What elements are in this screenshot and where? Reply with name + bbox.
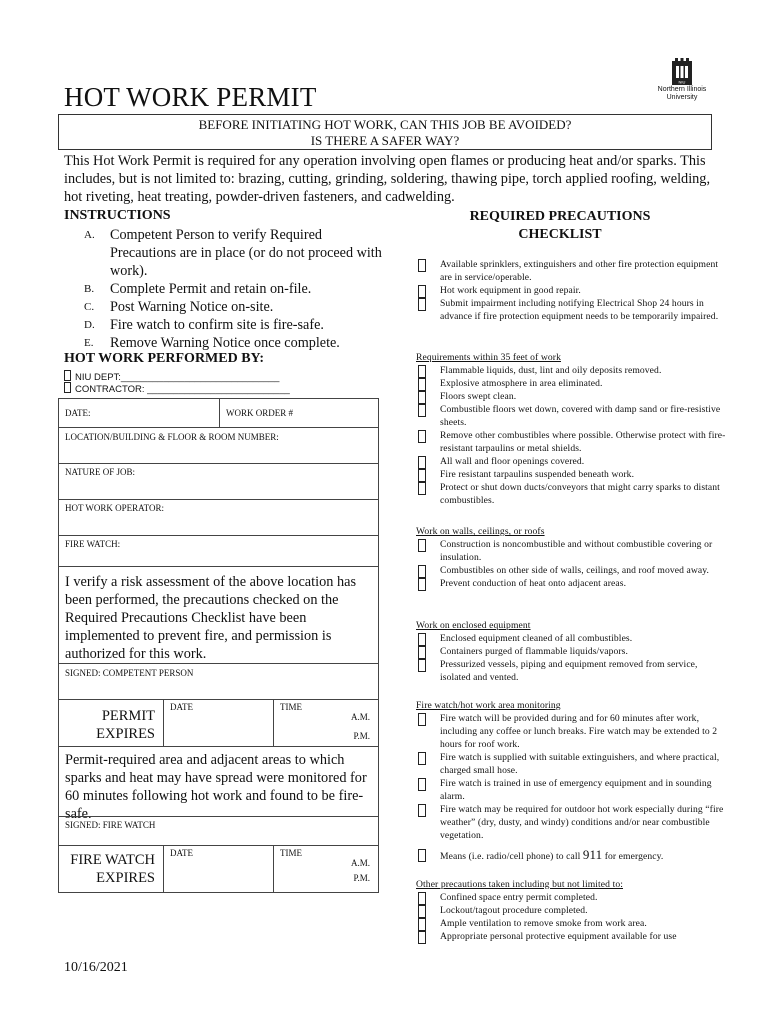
firewatch-statement: Permit-required area and adjacent areas to which sparks and heat may have spread were monitored for 60 minutes following hot work and found to be fire-safe. xyxy=(58,746,379,817)
checklist-item[interactable]: Confined space entry permit completed. xyxy=(416,891,726,904)
niu-seal-icon xyxy=(671,58,693,86)
checklist-item[interactable]: Fire watch may be required for outdoor hot work especially during “fire weather” (dry, dusty, and windy) conditions and/or near combustible vegetation. xyxy=(416,803,726,842)
niu-dept-checkbox[interactable] xyxy=(64,370,71,381)
signed-competent-field[interactable]: SIGNED: COMPETENT PERSON xyxy=(58,663,379,700)
checkbox[interactable] xyxy=(418,404,426,417)
precautions-section-firewatch xyxy=(416,699,726,863)
checklist-item[interactable]: Enclosed equipment cleaned of all combustibles. xyxy=(416,632,726,645)
checklist-item[interactable]: Fire resistant tarpaulins suspended beneath work. xyxy=(416,468,726,481)
checkbox[interactable] xyxy=(418,778,426,791)
checklist-item[interactable]: Lockout/tagout procedure completed. xyxy=(416,904,726,917)
instruction-item: C. Post Warning Notice on-site. xyxy=(84,299,274,315)
performed-by-heading: HOT WORK PERFORMED BY: xyxy=(64,351,265,366)
checklist-item[interactable]: Prevent conduction of heat onto adjacent areas. xyxy=(416,577,726,590)
precautions-section-35ft xyxy=(416,351,726,507)
instructions-heading: INSTRUCTIONS xyxy=(64,208,171,223)
precautions-section-enclosed xyxy=(416,619,726,684)
section-title: Other precautions taken including but not limited to: xyxy=(416,879,623,890)
svg-text:NIU: NIU xyxy=(678,79,686,85)
emergency-number: 911 xyxy=(582,847,603,862)
checklist-item[interactable]: Flammable liquids, dust, lint and oily deposits removed. xyxy=(416,364,726,377)
checklist-item[interactable]: Appropriate personal protective equipment available for use xyxy=(416,930,726,943)
footer-date: 10/16/2021 xyxy=(64,960,128,975)
permit-expires-label: PERMIT EXPIRES xyxy=(59,700,164,746)
date-workorder-row xyxy=(58,398,379,428)
page-title: HOT WORK PERMIT xyxy=(64,82,317,112)
checkbox[interactable] xyxy=(418,659,426,672)
precautions-general xyxy=(416,258,726,323)
contractor-checkbox[interactable] xyxy=(64,382,71,393)
checkbox[interactable] xyxy=(418,713,426,726)
signed-firewatch-field[interactable]: SIGNED: FIRE WATCH xyxy=(58,816,379,846)
precautions-section-walls xyxy=(416,525,726,590)
checkbox[interactable] xyxy=(418,849,426,862)
precautions-section-other xyxy=(416,878,726,943)
work-order-field[interactable]: WORK ORDER # xyxy=(226,408,293,418)
checkbox[interactable] xyxy=(418,482,426,495)
firewatch-expires-row xyxy=(58,845,379,893)
permit-expires-row xyxy=(58,699,379,747)
checklist-item[interactable]: Containers purged of flammable liquids/vapors. xyxy=(416,645,726,658)
section-title: Fire watch/hot work area monitoring xyxy=(416,700,561,711)
checklist-item[interactable]: Submit impairment including notifying Electrical Shop 24 hours in advance if fire protection equipment needs to be temporarily impaired. xyxy=(416,297,726,323)
checklist-item[interactable]: Protect or shut down ducts/conveyors that might carry sparks to distant combustibles. xyxy=(416,481,726,507)
checkbox[interactable] xyxy=(418,931,426,944)
instructions-list xyxy=(84,226,384,352)
section-title: Work on enclosed equipment xyxy=(416,620,531,631)
checklist-item[interactable]: All wall and floor openings covered. xyxy=(416,455,726,468)
checkbox[interactable] xyxy=(418,578,426,591)
fire-watch-field[interactable]: FIRE WATCH: xyxy=(58,535,379,567)
checkbox[interactable] xyxy=(418,298,426,311)
checklist-item[interactable]: Fire watch is trained in use of emergency equipment and in sounding alarm. xyxy=(416,777,726,803)
precautions-heading: REQUIRED PRECAUTIONS CHECKLIST xyxy=(469,209,651,242)
checkbox[interactable] xyxy=(418,259,426,272)
instruction-item: A. Competent Person to verify Required Precautions are in place (or do not proceed with work). xyxy=(84,227,382,279)
logo-line2: University xyxy=(666,94,698,101)
checklist-item[interactable]: Hot work equipment in good repair. xyxy=(416,284,726,297)
verify-statement: I verify a risk assessment of the above location has been performed, the precautions checked on the Required Precautions Checklist have been implemented to prevent fire, and permission is authorized for this work. xyxy=(58,566,379,664)
firewatch-expires-time-field[interactable]: TIME A.M. P.M. xyxy=(280,848,370,883)
checkbox[interactable] xyxy=(418,752,426,765)
niu-dept-option[interactable]: NIU DEPT:______________________________ xyxy=(64,370,279,383)
permit-expires-time-field[interactable]: TIME A.M. P.M. xyxy=(280,702,370,741)
checklist-item[interactable]: Combustibles on other side of walls, ceilings, and roof moved away. xyxy=(416,564,726,577)
checklist-item[interactable]: Pressurized vessels, piping and equipment removed from service, isolated and vented. xyxy=(416,658,726,684)
checklist-item[interactable]: Fire watch is supplied with suitable extinguishers, and where practical, charged small hose. xyxy=(416,751,726,777)
section-title: Work on walls, ceilings, or roofs xyxy=(416,526,545,537)
intro-paragraph: This Hot Work Permit is required for any operation involving open flames or producing heat and/or sparks. This includes, but is not limited to: brazing, cutting, grinding, soldering, thawing pipe, torch applied roofing, welding, hot riveting, heat treating, powder-driven fasteners, and cadwelding. xyxy=(64,153,711,205)
avoid-question-box xyxy=(58,114,712,150)
section-title: Requirements within 35 feet of work xyxy=(416,352,561,363)
checkbox[interactable] xyxy=(418,539,426,552)
avoid-line2: IS THERE A SAFER WAY? xyxy=(310,133,460,148)
instruction-item: E. Remove Warning Notice once complete. xyxy=(84,335,340,351)
checklist-item[interactable]: Construction is noncombustible and without combustible covering or insulation. xyxy=(416,538,726,564)
permit-form xyxy=(58,399,379,893)
nature-of-job-field[interactable]: NATURE OF JOB: xyxy=(58,463,379,500)
checklist-item[interactable]: Combustible floors wet down, covered with damp sand or fire-resistive sheets. xyxy=(416,403,726,429)
avoid-line1: BEFORE INITIATING HOT WORK, CAN THIS JOB BE AVOIDED? xyxy=(198,117,572,132)
checklist-item[interactable]: Available sprinklers, extinguishers and other fire protection equipment are in service/operable. xyxy=(416,258,726,284)
instruction-item: B. Complete Permit and retain on-file. xyxy=(84,281,312,297)
firewatch-expires-date-field[interactable]: DATE xyxy=(164,846,274,892)
location-field[interactable]: LOCATION/BUILDING & FLOOR & ROOM NUMBER: xyxy=(58,427,379,464)
checklist-item[interactable]: Means (i.e. radio/cell phone) to call 911 for emergency. xyxy=(416,848,726,863)
logo-line1: Northern Illinois xyxy=(657,86,707,93)
checklist-item[interactable]: Remove other combustibles where possible. Otherwise protect with fire-resistant tarpaulins or metal shields. xyxy=(416,429,726,455)
hot-work-operator-field[interactable]: HOT WORK OPERATOR: xyxy=(58,499,379,536)
checklist-item[interactable]: Floors swept clean. xyxy=(416,390,726,403)
checklist-item[interactable]: Fire watch will be provided during and for 60 minutes after work, including any coffee or lunch breaks. Fire watch may be extended to 2 hours for roof work. xyxy=(416,712,726,751)
date-field[interactable]: DATE: xyxy=(59,399,220,427)
checklist-item[interactable]: Explosive atmosphere in area eliminated. xyxy=(416,377,726,390)
checklist-item[interactable]: Ample ventilation to remove smoke from work area. xyxy=(416,917,726,930)
permit-expires-date-field[interactable]: DATE xyxy=(164,700,274,746)
firewatch-expires-label: FIRE WATCH EXPIRES xyxy=(59,846,164,892)
checkbox[interactable] xyxy=(418,430,426,443)
contractor-option[interactable]: CONTRACTOR: ___________________________ xyxy=(64,382,290,395)
instruction-item: D. Fire watch to confirm site is fire-safe. xyxy=(84,317,324,333)
checkbox[interactable] xyxy=(418,804,426,817)
niu-logo xyxy=(652,58,712,102)
